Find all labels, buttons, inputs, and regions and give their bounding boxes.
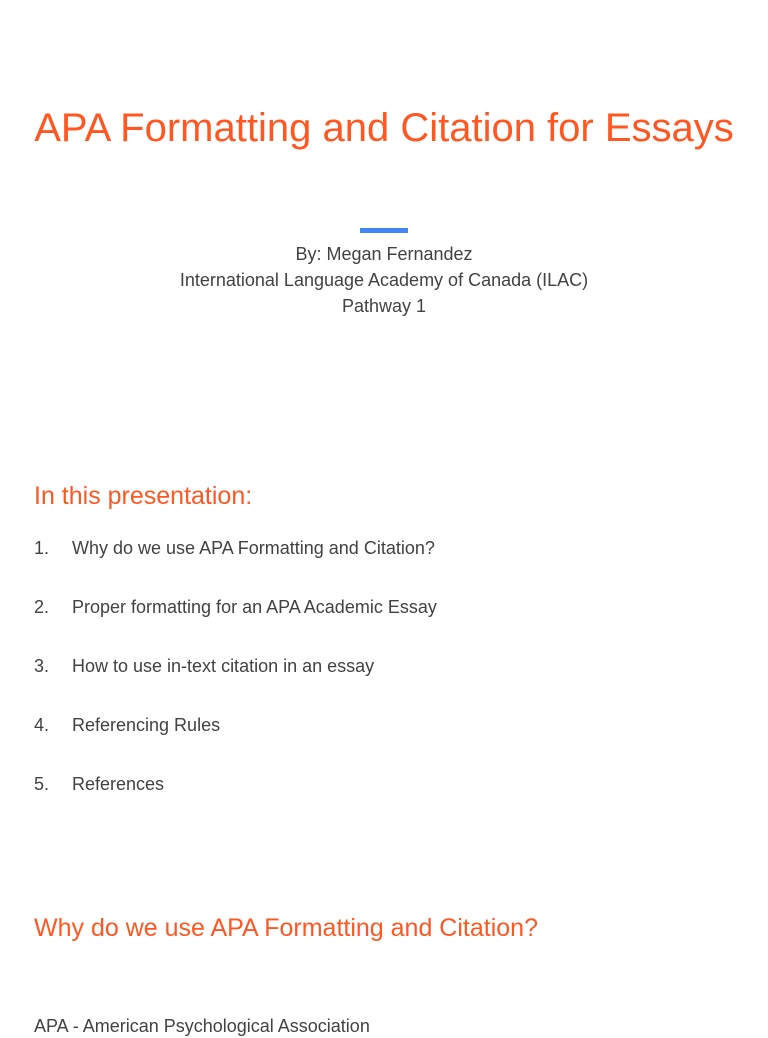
agenda-item <box>34 595 437 654</box>
author-line: By: Megan Fernandez <box>295 244 473 264</box>
agenda-item-number: 1. <box>34 538 50 558</box>
agenda-item-text: How to use in-text citation in an essay <box>72 656 375 676</box>
presentation-title: APA Formatting and Citation for Essays <box>34 106 734 150</box>
program-line: Pathway 1 <box>341 296 427 316</box>
title-divider <box>360 228 408 233</box>
agenda-item-text: Referencing Rules <box>72 715 221 735</box>
why-heading: Why do we use APA Formatting and Citation? <box>34 914 538 942</box>
title-slide <box>0 0 768 432</box>
subtitle-block <box>0 241 768 319</box>
agenda-item-number: 3. <box>34 656 50 676</box>
agenda-item-text: Why do we use APA Formatting and Citation? <box>72 538 435 558</box>
agenda-item-text: Proper formatting for an APA Academic Essay <box>72 597 437 617</box>
why-body-text: APA - American Psychological Association <box>34 1016 370 1036</box>
agenda-item-number: 2. <box>34 597 50 617</box>
contents-heading: In this presentation: <box>34 482 253 510</box>
agenda-item-text: References <box>72 774 165 794</box>
agenda-item <box>34 536 437 595</box>
why-slide <box>0 864 768 1036</box>
agenda-item <box>34 772 437 831</box>
agenda-item-number: 4. <box>34 715 50 735</box>
agenda-item <box>34 654 437 713</box>
agenda-item <box>34 713 437 772</box>
agenda-item-number: 5. <box>34 774 50 794</box>
contents-slide <box>0 432 768 864</box>
agenda-list <box>34 536 437 831</box>
institution-line: International Language Academy of Canada (ILAC) <box>179 270 589 290</box>
